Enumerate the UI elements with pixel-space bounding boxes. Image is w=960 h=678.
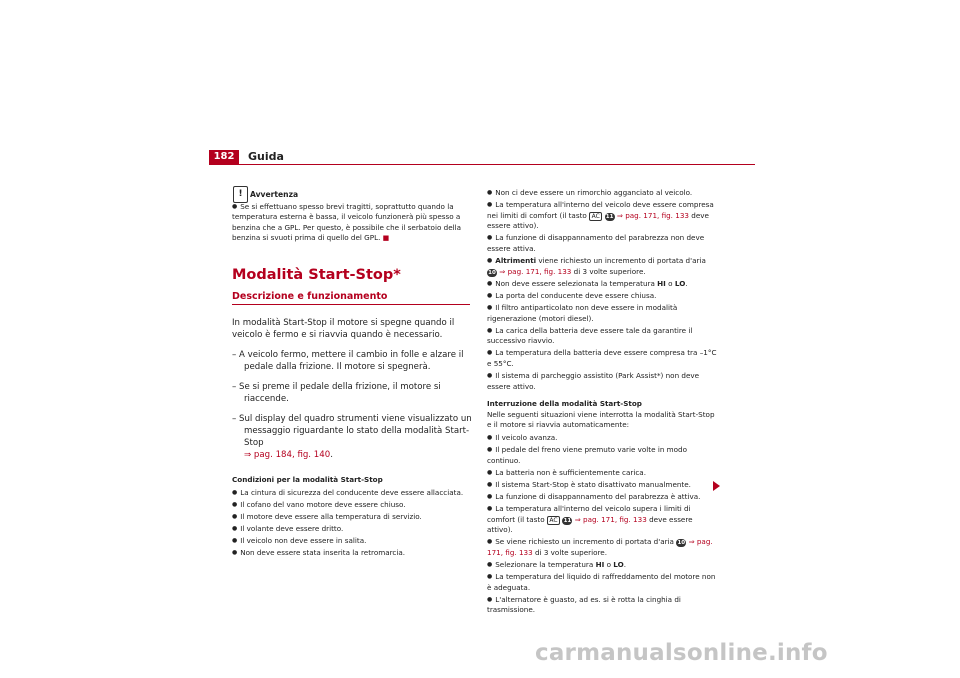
section-title: Guida <box>248 150 284 163</box>
interrupt-intro: Nelle seguenti situazioni viene interrotta la modalità Start-Stop e il motore si riavvia automaticamente: <box>487 409 715 430</box>
page-number: 182 <box>209 150 239 164</box>
step-3-ref[interactable]: ⇒ pag. 184, fig. 140 <box>244 449 331 460</box>
callout-11-icon: 11 <box>605 213 614 220</box>
condition-item: ● Non ci deve essere un rimorchio agganciato al veicolo. <box>487 188 717 199</box>
chapter-heading: Modalità Start-Stop* <box>232 266 401 283</box>
condition-item: ● Altrimenti viene richiesto un incremento di portata d'aria 10 ⇒ pag. 171, fig. 133 di 3 volte superiore. <box>487 256 717 277</box>
interrupt-item: ● L'alternatore è guasto, ad es. si è rotta la cinghia di trasmissione. <box>487 595 717 616</box>
condition-item: ● Non deve essere selezionata la temperatura HI o LO. <box>487 279 717 290</box>
condition-item: ● Il filtro antiparticolato non deve essere in modalità rigenerazione (motori diesel). <box>487 303 717 324</box>
condition-item: ● Il motore deve essere alla temperatura di servizio. <box>232 512 472 523</box>
condition-item: ● Non deve essere stata inserita la retromarcia. <box>232 548 472 559</box>
header-rule <box>209 164 755 165</box>
conditions-title: Condizioni per la modalità Start-Stop <box>232 474 383 484</box>
condition-item: ● La carica della batteria deve essere tale da garantire il successivo riavvio. <box>487 326 717 347</box>
subheading: Descrizione e funzionamento <box>232 290 388 302</box>
interrupt-item: ● Il pedale del freno viene premuto varie volte in modo continuo. <box>487 445 717 466</box>
warning-text: ● Se si effettuano spesso brevi tragitti, soprattutto quando la temperatura esterna è bassa, il veicolo funzionerà più spesso a benzina che a GPL. Per questo, è possibile che il serbatoio della benzina si svuoti prima di quello del GPL. ■ <box>232 202 472 244</box>
right-column <box>487 188 717 617</box>
interrupt-item: ● Se viene richiesto un incremento di portata d'aria 10 ⇒ pag. 171, fig. 133 di 3 volte superiore. <box>487 537 717 558</box>
condition-item: ● La porta del conducente deve essere chiusa. <box>487 291 717 302</box>
callout-10-icon: 10 <box>488 269 496 276</box>
page-ref-link[interactable]: ⇒ pag. 171, fig. 133 <box>616 210 689 220</box>
watermark: carmanualsonline.info <box>535 640 828 666</box>
condition-item: ● La funzione di disappannamento del parabrezza non deve essere attiva. <box>487 233 717 254</box>
condition-item: ● La temperatura all'interno del veicolo deve essere compresa nei limiti di comfort (il tasto AC 11 ⇒ pag. 171, fig. 133 deve essere attivo). <box>487 200 717 232</box>
left-column <box>232 190 472 560</box>
condition-item: ● Il volante deve essere dritto. <box>232 524 472 535</box>
intro-text: In modalità Start-Stop il motore si spegne quando il veicolo è fermo e si riavvia quando è necessario. <box>232 317 455 340</box>
exclamation-icon: ! <box>233 186 248 203</box>
step-2: – Se si preme il pedale della frizione, il motore si riaccende. <box>232 381 441 404</box>
interrupt-item: ● Selezionare la temperatura HI o LO. <box>487 560 717 571</box>
interrupt-item: ● La temperatura all'interno del veicolo supera i limiti di comfort (il tasto AC 11 ⇒ pag. 171, fig. 133 deve essere attivo). <box>487 504 717 536</box>
callout-10-icon: 10 <box>677 540 686 547</box>
callout-11-icon: 11 <box>563 517 572 524</box>
step-1: – A veicolo fermo, mettere il cambio in folle e alzare il pedale dalla frizione. Il motore si spegnerà. <box>232 349 464 372</box>
interrupt-item: ● La batteria non è sufficientemente carica. <box>487 468 717 479</box>
ac-key-icon: AC <box>589 212 602 221</box>
step-3: – Sul display del quadro strumenti viene visualizzato un messaggio riguardante lo stato della modalità Start-Stop ⇒ pag. 184, fig. 140. <box>232 413 472 460</box>
interrupt-item: ● Il veicolo avanza. <box>487 433 717 444</box>
interrupt-title: Interruzione della modalità Start-Stop <box>487 399 642 409</box>
warning-title: Avvertenza <box>250 190 299 199</box>
continue-arrow-icon <box>713 481 720 491</box>
end-marker-icon: ■ <box>382 234 390 243</box>
condition-item: ● La cintura di sicurezza del conducente deve essere allacciata. <box>232 488 472 499</box>
page-ref-link[interactable]: ⇒ pag. 171, fig. 133 <box>574 514 647 524</box>
page-ref-link[interactable]: ⇒ pag. 171, fig. 133 <box>487 537 713 557</box>
ac-key-icon: AC <box>547 516 560 525</box>
condition-item: ● Il cofano del vano motore deve essere chiuso. <box>232 500 472 511</box>
condition-item: ● Il veicolo non deve essere in salita. <box>232 536 472 547</box>
interrupt-item: ● La funzione di disappannamento del parabrezza è attiva. <box>487 492 717 503</box>
interrupt-item: ● La temperatura del liquido di raffreddamento del motore non è adeguata. <box>487 572 717 593</box>
subheading-rule <box>232 304 470 305</box>
interrupt-item: ● Il sistema Start-Stop è stato disattivato manualmente. <box>487 480 717 491</box>
page-ref-link[interactable]: ⇒ pag. 171, fig. 133 <box>499 266 572 276</box>
condition-item: ● Il sistema di parcheggio assistito (Park Assist*) non deve essere attivo. <box>487 371 717 392</box>
condition-item: ● La temperatura della batteria deve essere compresa tra –1°C e 55°C. <box>487 348 717 369</box>
warning-header <box>238 189 472 201</box>
